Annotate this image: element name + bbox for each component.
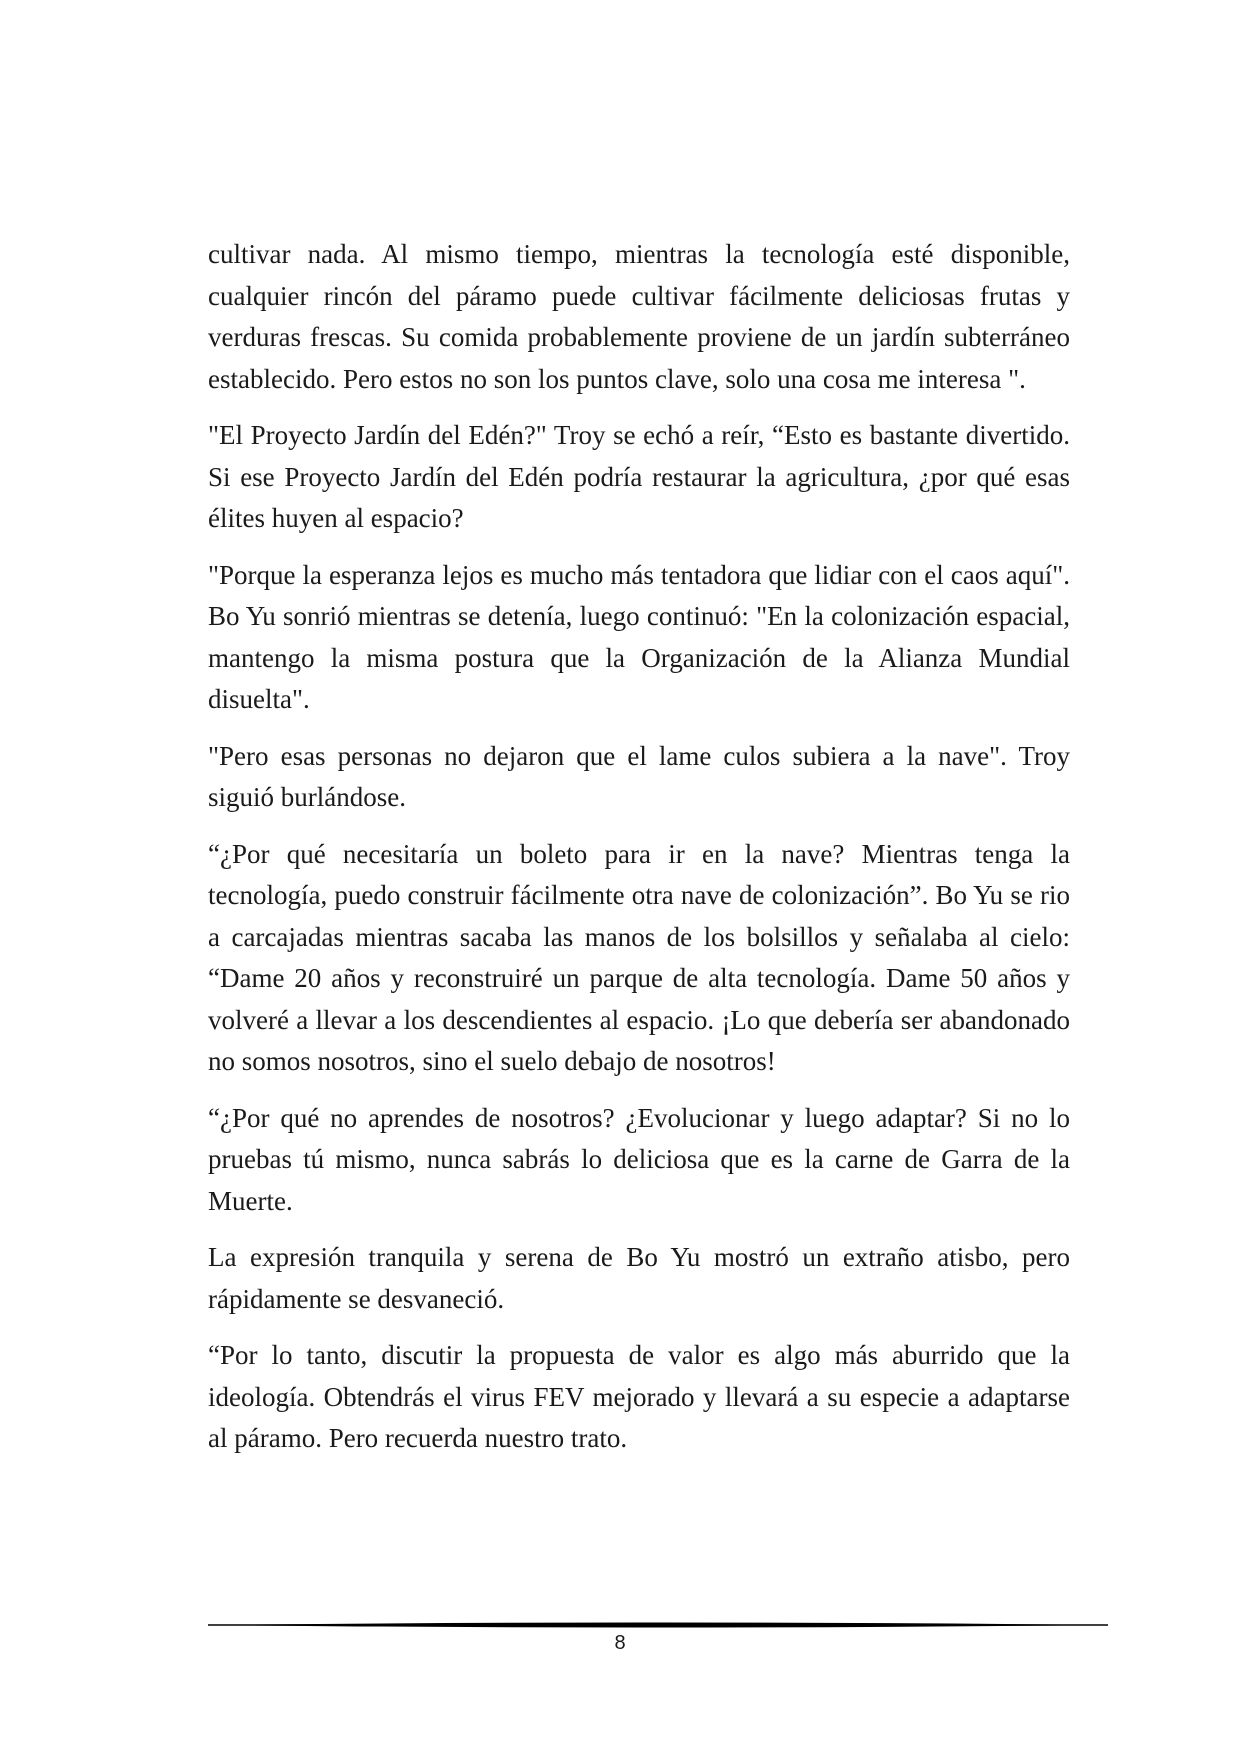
paragraph-8: “Por lo tanto, discutir la propuesta de valor es algo más aburrido que la ideología. Obtendrás el virus FEV mejorado y llevará a su especie a adaptarse al páramo. Pero recuerda nuestro trato. [208, 1340, 1070, 1453]
footer-divider [208, 1618, 1108, 1632]
paragraph-2: "El Proyecto Jardín del Edén?" Troy se echó a reír, “Esto es bastante divertido. Si ese Proyecto Jardín del Edén podría restaurar la agricultura, ¿por qué esas élites huyen al espacio? [208, 420, 1070, 533]
body-text [208, 234, 1070, 1475]
page-number: 8 [614, 1632, 626, 1654]
paragraph-3: "Porque la esperanza lejos es mucho más tentadora que lidiar con el caos aquí". Bo Yu sonrió mientras se detenía, luego continuó: "En la colonización espacial, mantengo la misma postura que la Organización de la Alianza Mundial disuelta". [208, 559, 1070, 714]
paragraph-5: “¿Por qué necesitaría un boleto para ir en la nave? Mientras tenga la tecnología, puedo construir fácilmente otra nave de colonización”. Bo Yu se rio a carcajadas mientras sacaba las manos de los bolsillos y señalaba al cielo: “Dame 20 años y reconstruiré un parque de alta tecnología. Dame 50 años y volveré a llevar a los descendientes al espacio. ¡Lo que debería ser abandonado no somos nosotros, sino el suelo debajo de nosotros! [208, 838, 1070, 1076]
paragraph-7: La expresión tranquila y serena de Bo Yu mostró un extraño atisbo, pero rápidamente se desvaneció. [208, 1242, 1070, 1314]
paragraph-4: "Pero esas personas no dejaron que el lame culos subiera a la nave". Troy siguió burlándose. [208, 740, 1070, 812]
paragraph-1: cultivar nada. Al mismo tiempo, mientras la tecnología esté disponible, cualquier rincón del páramo puede cultivar fácilmente deliciosas frutas y verduras frescas. Su comida probablemente proviene de un jardín subterráneo establecido. Pero estos no son los puntos clave, solo una cosa me interesa ". [208, 239, 1070, 394]
paragraph-6: “¿Por qué no aprendes de nosotros? ¿Evolucionar y luego adaptar? Si no lo pruebas tú mismo, nunca sabrás lo deliciosa que es la carne de Garra de la Muerte. [208, 1102, 1070, 1216]
